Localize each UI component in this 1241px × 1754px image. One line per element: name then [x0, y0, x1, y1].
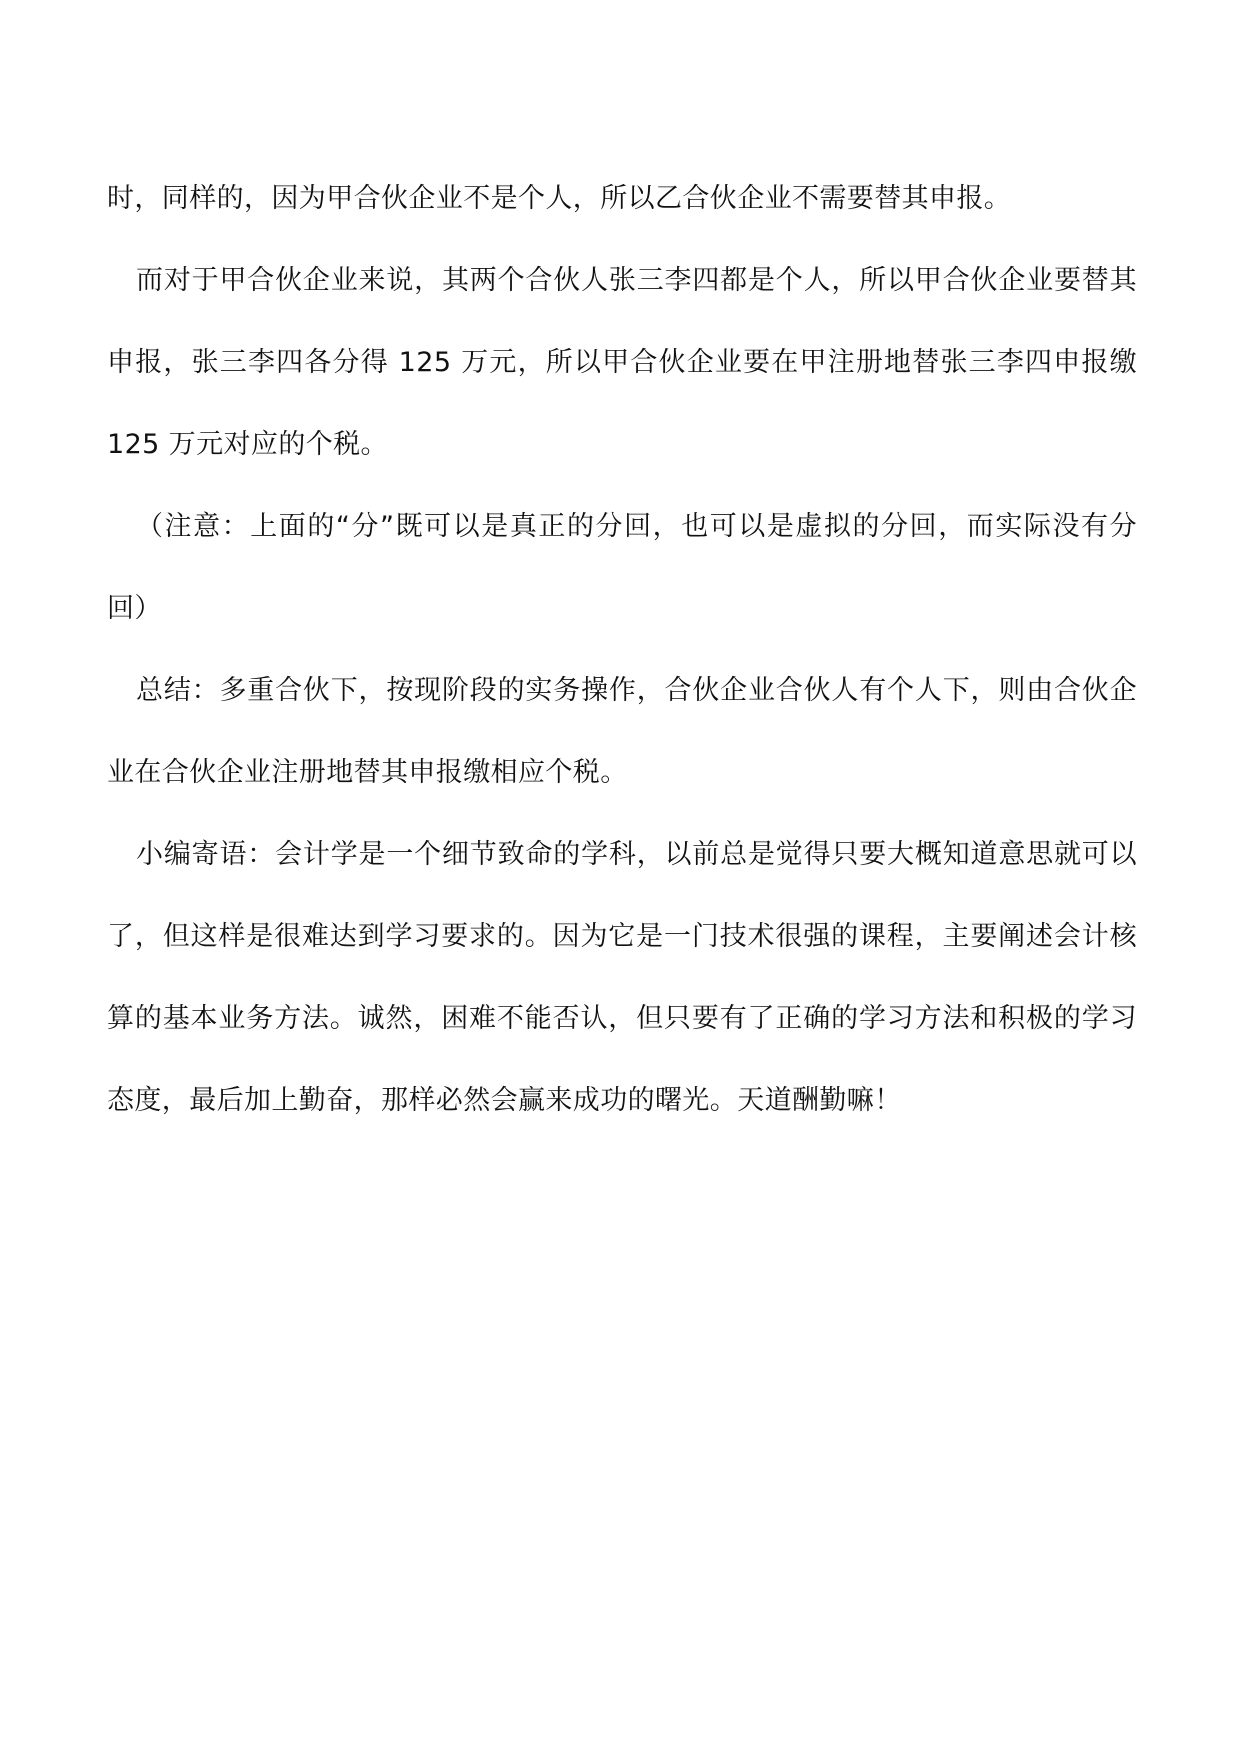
paragraph-continuation: 时，同样的，因为甲合伙企业不是个人，所以乙合伙企业不需要替其申报。: [107, 183, 1012, 214]
paragraph-summary: 总结：多重合伙下，按现阶段的实务操作，合伙企业合伙人有个人下，则由合伙企业在合伙企业注册地替其申报缴相应个税。: [107, 675, 1137, 788]
paragraph-editor-message: 小编寄语：会计学是一个细节致命的学科，以前总是觉得只要大概知道意思就可以了，但这样是很难达到学习要求的。因为它是一门技术很强的课程，主要阐述会计核算的基本业务方法。诚然，困难不能否认，但只要有了正确的学习方法和积极的学习态度，最后加上勤奋，那样必然会赢来成功的曙光。天道酬勤嘛！: [107, 839, 1137, 1116]
paragraph-note: （注意：上面的“分”既可以是真正的分回，也可以是虚拟的分回，而实际没有分回）: [107, 511, 1137, 624]
document-body: [107, 158, 1137, 1142]
paragraph-partnership-a: 而对于甲合伙企业来说，其两个合伙人张三李四都是个人，所以甲合伙企业要替其申报，张三李四各分得 125 万元，所以甲合伙企业要在甲注册地替张三李四申报缴 125 万元对应的个税。: [107, 265, 1137, 460]
